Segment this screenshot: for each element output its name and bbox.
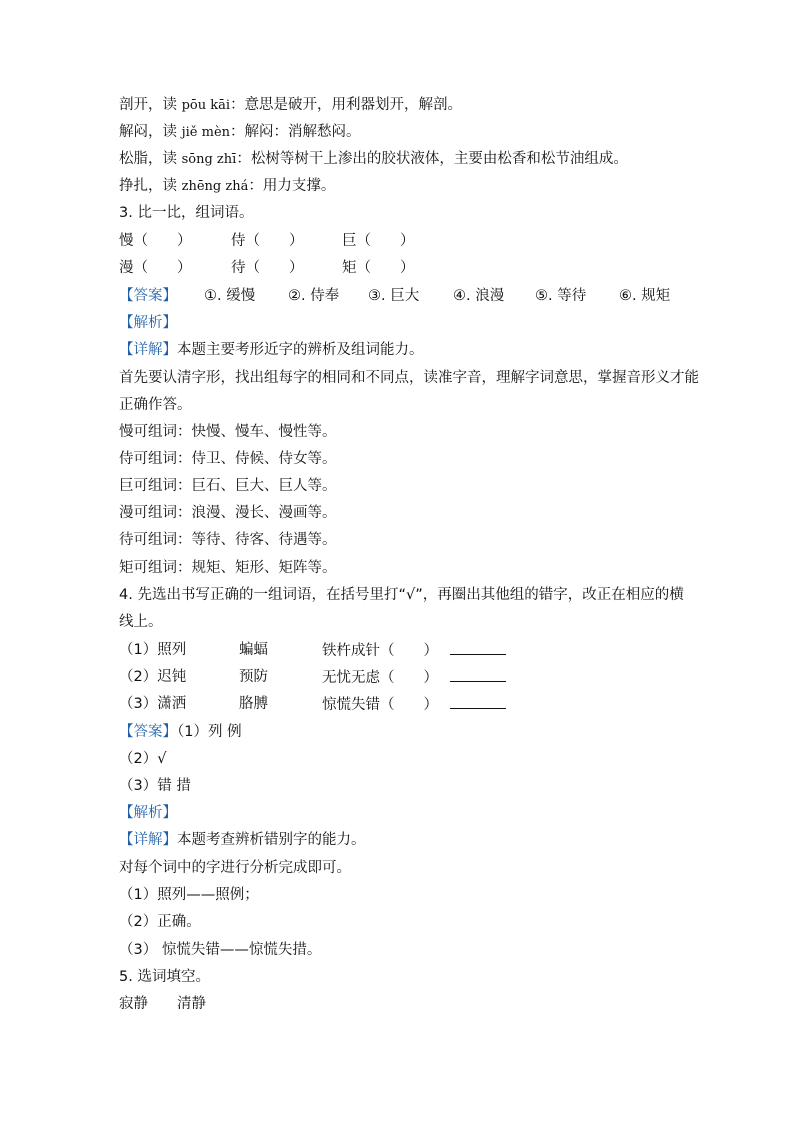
word-group-line: 侍可组词：侍卫、侍候、侍女等。 [119,451,337,467]
answer-blank[interactable] [450,640,506,655]
word-options: 寂静 清静 [119,996,206,1012]
word-group-line: 慢可组词：快慢、慢车、慢性等。 [119,424,337,440]
q3-item: 矩（ ） [342,260,415,276]
answer-item: ⑥. 规矩 [619,288,671,304]
correction-line: （3） 惊慌失错——惊慌失措。 [119,942,322,958]
question-4-title: 4. 先选出书写正确的一组词语，在括号里打“√”，再圈出其他组的错字，改正在相应的横 [119,587,684,603]
q4-answer-line: 【答案】（1）列 例 [119,724,242,740]
detail-line: 【详解】本题考查辨析错别字的能力。 [119,832,366,848]
answer-blank[interactable] [450,667,506,682]
question-4-title: 线上。 [119,614,163,630]
answer-item: ⑤. 等待 [535,288,587,304]
answer-item: ④. 浪漫 [453,288,505,304]
q4-answer-line: （2）√ [119,751,167,767]
word-group-line: 待可组词：等待、待客、待遇等。 [119,532,337,548]
analysis-tag: 【解析】 [119,805,177,821]
q4-row-word: 铁杵成针（ ） [322,640,506,661]
correction-line: （1）照列——照例； [119,887,259,903]
word-group-line: 巨可组词：巨石、巨大、巨人等。 [119,478,337,494]
q3-item: 慢（ ） [119,233,192,249]
definition-line: 松脂，读 sōng zhī：松树等树干上渗出的胶状液体，主要由松香和松节油组成。 [119,151,628,167]
q3-item: 待（ ） [231,260,304,276]
answer-tag: 【答案】 [119,288,177,304]
question-3-title: 3. 比一比，组词语。 [119,205,254,221]
q4-row-word: 蝙蝠 [239,642,268,658]
explanation-paragraph: 正确作答。 [119,397,192,413]
answer-item: ③. 巨大 [368,288,420,304]
q3-item: 巨（ ） [342,233,415,249]
answer-blank[interactable] [450,694,506,709]
answer-item: ②. 侍奉 [288,288,340,304]
q4-row-word: （1）照列 [119,642,187,658]
word-group-line: 漫可组词：浪漫、漫长、漫画等。 [119,505,337,521]
q4-row-word: （3）潇洒 [119,696,187,712]
definition-line: 解闷，读 jiě mèn：解闷：消解愁闷。 [119,124,361,140]
explanation-paragraph: 对每个词中的字进行分析完成即可。 [119,860,351,876]
definition-line: 挣扎，读 zhēng zhá：用力支撑。 [119,178,336,194]
explanation-paragraph: 首先要认清字形，找出组每字的相同和不同点，读准字音，理解字词意思，掌握音形义才能 [119,370,699,386]
q4-answer-line: （3）错 措 [119,778,191,794]
analysis-tag: 【解析】 [119,315,177,331]
q4-row-word: 胳膊 [239,696,268,712]
q3-answer-line [119,286,679,306]
q4-row-word: 惊慌失错（ ） [322,694,506,715]
q4-row-word: 无忧无虑（ ） [322,667,506,688]
detail-line: 【详解】本题主要考形近字的辨析及组词能力。 [119,342,424,358]
word-group-line: 矩可组词：规矩、矩形、矩阵等。 [119,560,337,576]
correction-line: （2）正确。 [119,914,201,930]
answer-item: ①. 缓慢 [204,288,256,304]
q4-row-word: 预防 [239,669,268,685]
question-5-title: 5. 选词填空。 [119,969,210,985]
definition-line: 剖开，读 pōu kāi：意思是破开，用利器划开，解剖。 [119,97,463,113]
q3-item: 侍（ ） [231,233,304,249]
q3-item: 漫（ ） [119,260,192,276]
q4-row-word: （2）迟钝 [119,669,187,685]
